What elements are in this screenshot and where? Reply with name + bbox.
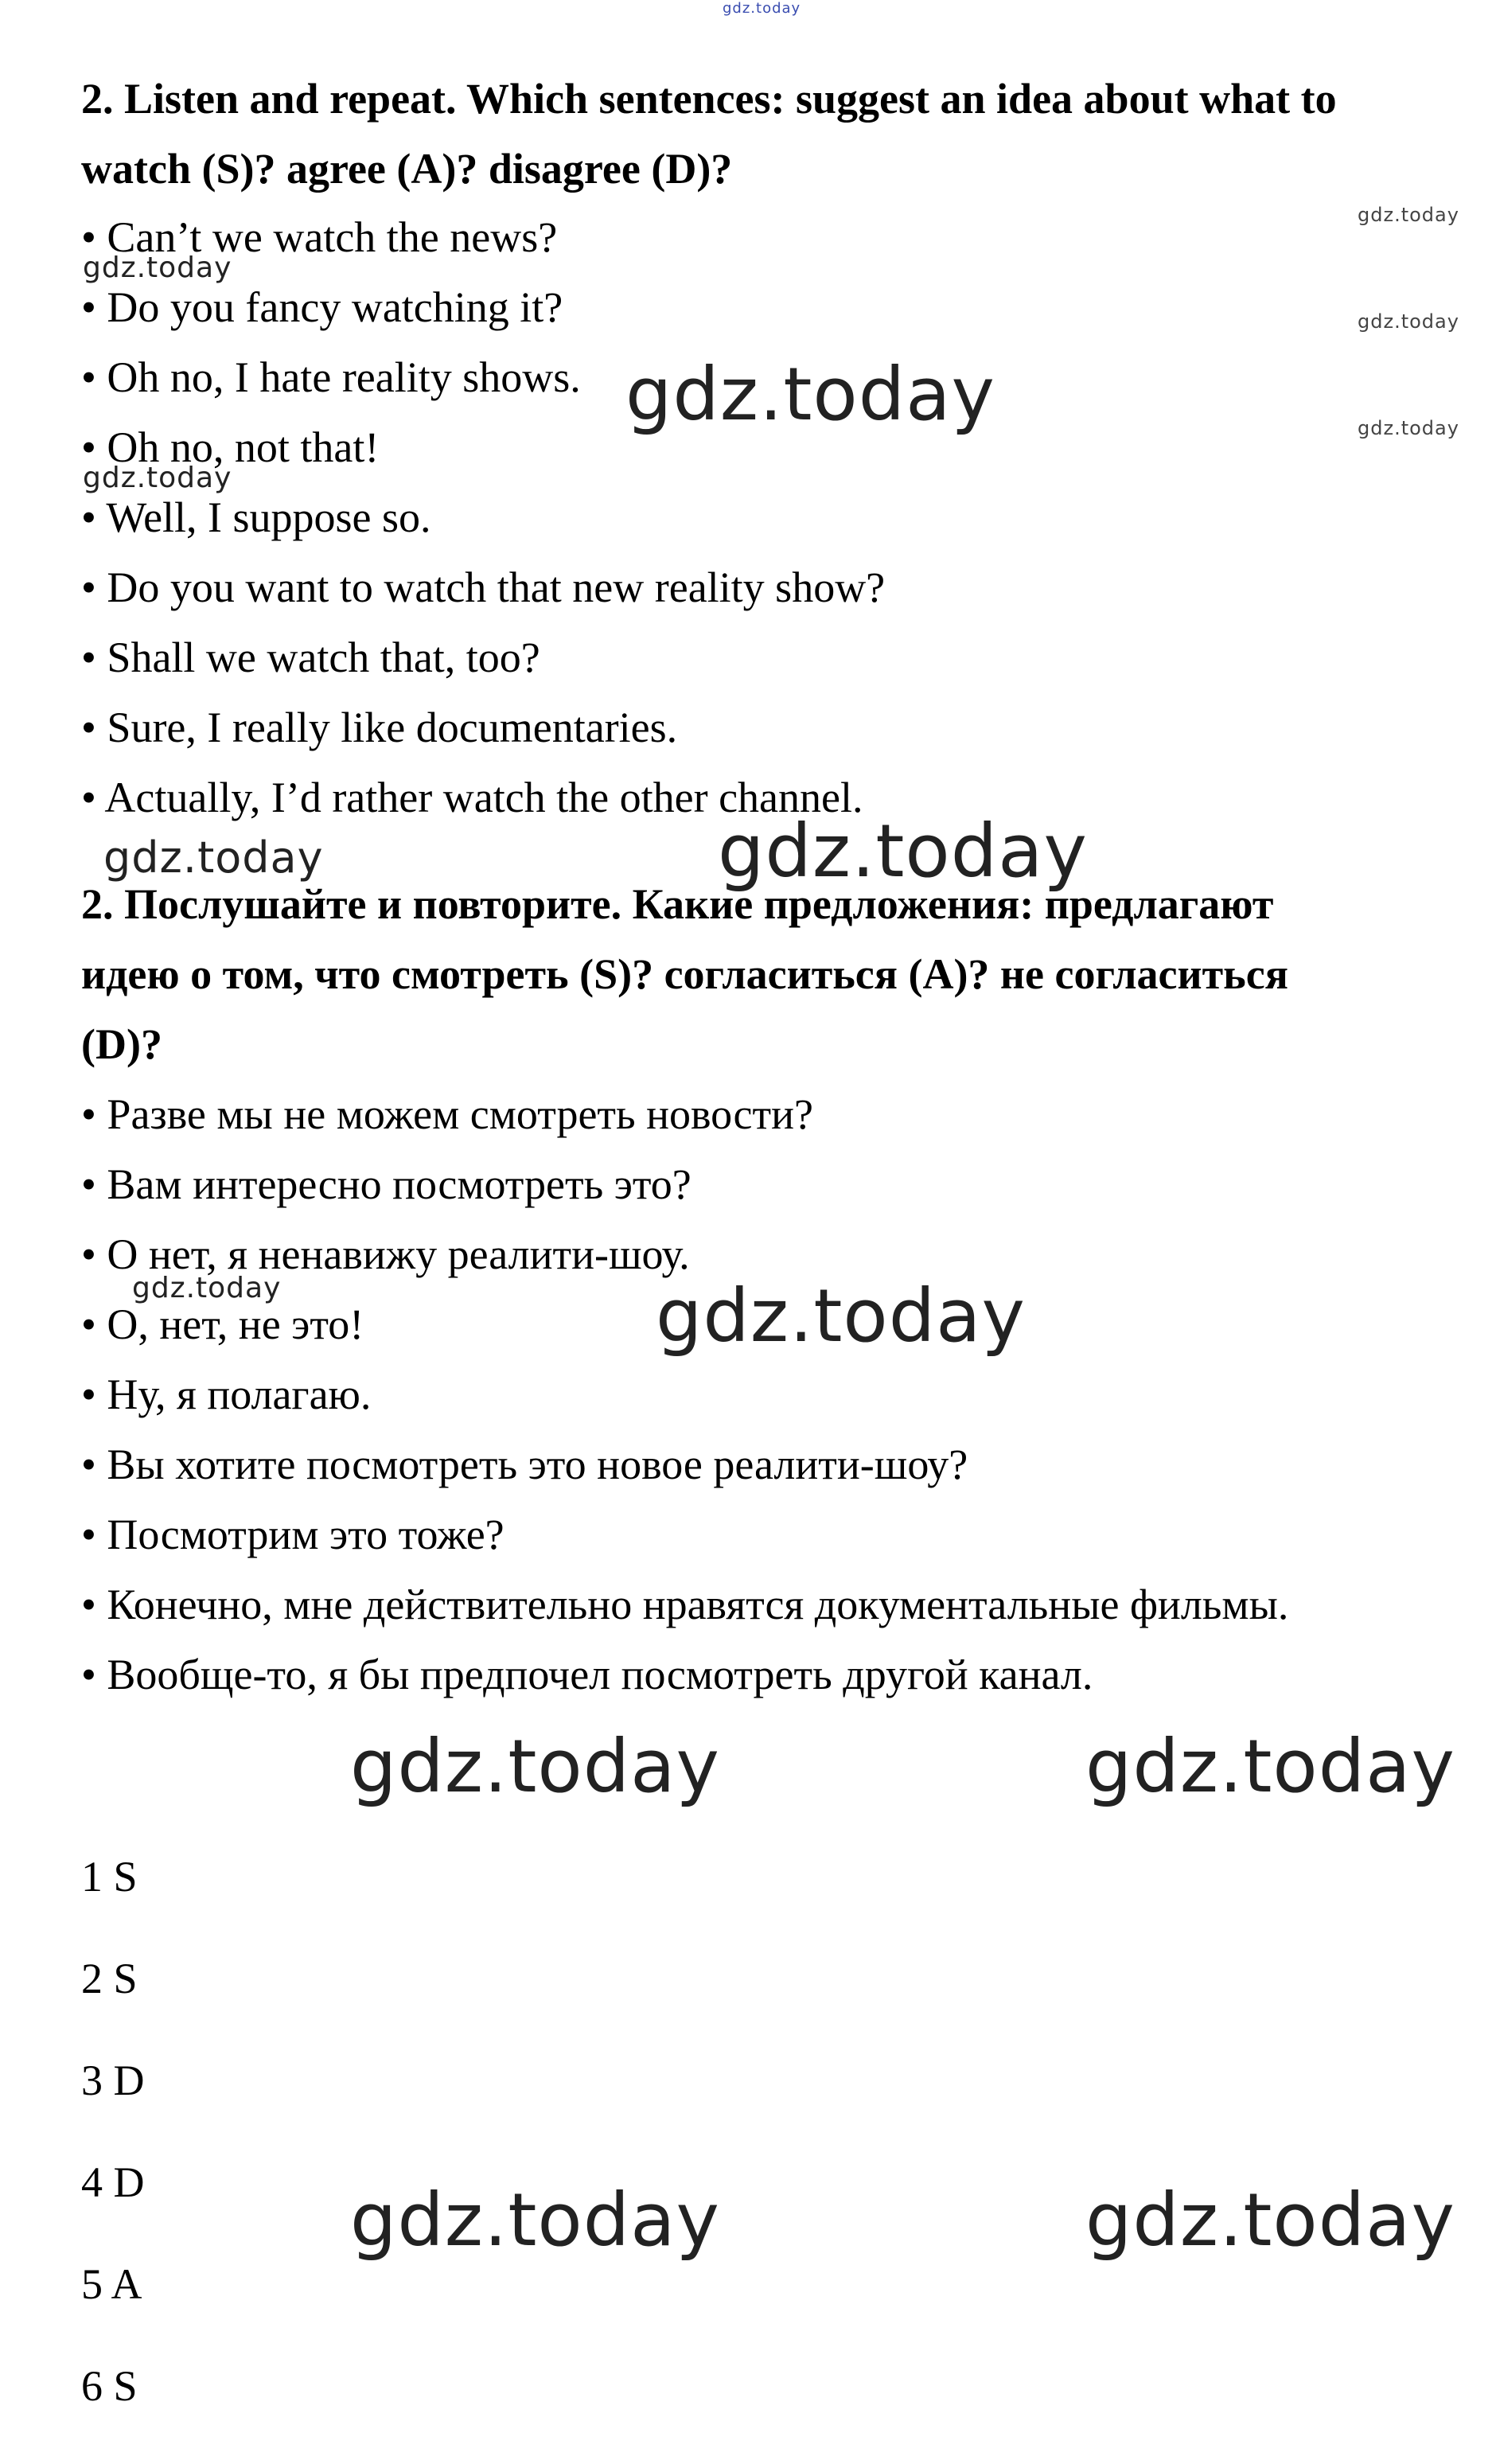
english-item-7: • Shall we watch that, too? [81, 634, 540, 681]
russian-title-line-2: идею о том, что смотреть (S)? согласиться (A)? не согласиться [81, 950, 1288, 998]
watermark: gdz.today [656, 1273, 1026, 1359]
russian-item-5: • Ну, я полагаю. [81, 1370, 372, 1418]
watermark: gdz.today [1358, 204, 1459, 226]
russian-title-line-3: (D)? [81, 1020, 162, 1068]
russian-item-3: • О нет, я ненавижу реалити-шоу. [81, 1230, 690, 1278]
answer-4: 4 D [81, 2158, 145, 2206]
watermark: gdz.today [1085, 1724, 1455, 1809]
watermark: gdz.today [625, 352, 995, 437]
watermark: gdz.today [718, 809, 1088, 894]
russian-item-1: • Разве мы не можем смотреть новости? [81, 1090, 813, 1138]
english-item-2: • Do you fancy watching it? [81, 283, 563, 331]
watermark: gdz.today [1358, 310, 1459, 333]
english-item-5: • Well, I suppose so. [81, 493, 431, 541]
english-item-4: • Oh no, not that! [81, 423, 380, 471]
russian-item-6: • Вы хотите посмотреть это новое реалити-шоу? [81, 1441, 968, 1488]
answer-1: 1 S [81, 1853, 138, 1901]
english-item-9: • Actually, I’d rather watch the other channel. [81, 774, 863, 821]
english-item-3: • Oh no, I hate reality shows. [81, 353, 581, 401]
english-title-line-1: 2. Listen and repeat. Which sentences: suggest an idea about what to [81, 75, 1337, 123]
watermark: gdz.today [132, 1272, 282, 1304]
english-item-1: • Can’t we watch the news? [81, 213, 558, 261]
russian-item-4: • О, нет, не это! [81, 1300, 364, 1348]
russian-title-line-1: 2. Послушайте и повторите. Какие предложения: предлагают [81, 880, 1274, 928]
watermark: gdz.today [1358, 417, 1459, 439]
watermark-top: gdz.today [723, 0, 801, 17]
english-item-6: • Do you want to watch that new reality show? [81, 563, 886, 611]
watermark: gdz.today [83, 251, 232, 284]
watermark: gdz.today [83, 462, 232, 494]
english-title-line-2: watch (S)? agree (A)? disagree (D)? [81, 145, 733, 193]
answer-3: 3 D [81, 2057, 145, 2104]
russian-item-7: • Посмотрим это тоже? [81, 1511, 505, 1558]
russian-item-8: • Конечно, мне действительно нравятся документальные фильмы. [81, 1581, 1289, 1628]
answer-6: 6 S [81, 2362, 138, 2410]
watermark: gdz.today [1085, 2177, 1455, 2263]
watermark: gdz.today [350, 2177, 720, 2263]
russian-item-2: • Вам интересно посмотреть это? [81, 1160, 692, 1208]
answer-5: 5 A [81, 2260, 142, 2308]
english-item-8: • Sure, I really like documentaries. [81, 704, 678, 751]
answer-2: 2 S [81, 1955, 138, 2002]
russian-item-9: • Вообще-то, я бы предпочел посмотреть другой канал. [81, 1651, 1093, 1698]
watermark: gdz.today [103, 832, 324, 883]
watermark: gdz.today [350, 1724, 720, 1809]
